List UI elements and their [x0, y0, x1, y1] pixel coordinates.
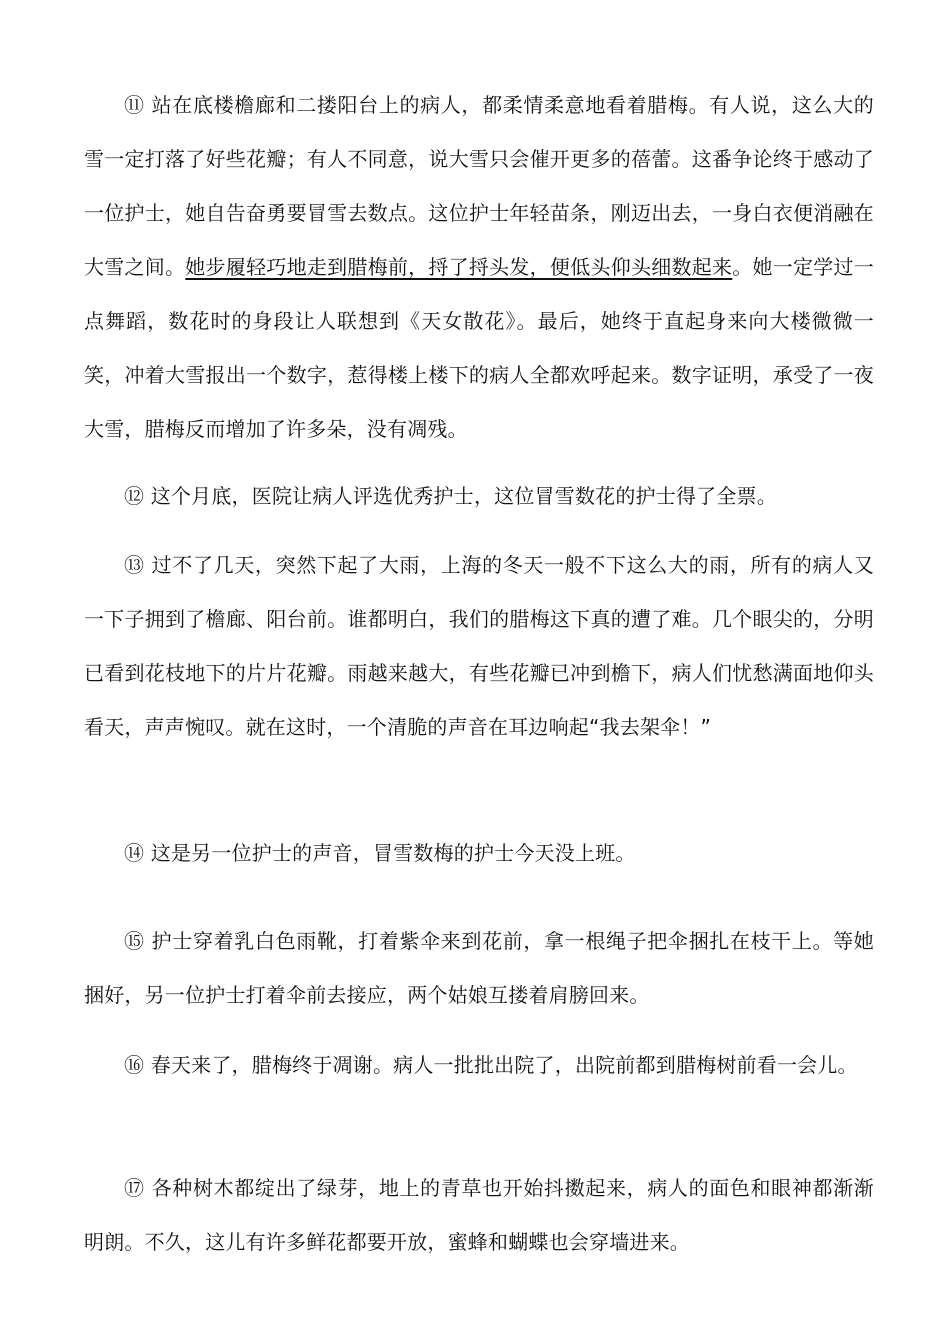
paragraph-12-text: ⑫ 这个月底，医院让病人评选优秀护士，这位冒雪数花的护士得了全票。 — [124, 484, 777, 508]
paragraph-15-text: ⑮ 护士穿着乳白色雨靴，打着紫伞来到花前，拿一根绳子把伞捆扎在枝干上。等她捆好，另一位护士打着伞前去接应，两个姑娘互搂着肩膀回来。 — [84, 929, 874, 1007]
paragraph-16 — [84, 1038, 874, 1092]
paragraph-13 — [84, 538, 874, 754]
paragraph-12 — [84, 469, 874, 523]
paragraph-17 — [84, 1161, 874, 1269]
paragraph-15 — [84, 914, 874, 1022]
paragraph-11-underlined-text: 她步履轻巧地走到腊梅前，捋了捋头发，便低头仰头细数起来 — [185, 255, 733, 279]
paragraph-14 — [84, 826, 874, 880]
paragraph-11-text: ⑪ 站在底楼檐廊和二搂阳台上的病人，都柔情柔意地看着腊梅。有人说，这么大的雪一定打落了好些花瓣；有人不同意，说大雪只会催开更多的蓓蕾。这番争论终于感动了一位护士，她自告奋勇要冒雪去数点。这位护士年轻苗条，刚迈出去，一身白衣便消融在大雪之间。 — [84, 93, 874, 279]
paragraph-16-text: ⑯ 春天来了，腊梅终于凋谢。病人一批批出院了，出院前都到腊梅树前看一会儿。 — [124, 1053, 858, 1077]
paragraph-13-text: ⑬ 过不了几天，突然下起了大雨，上海的冬天一般不下这么大的雨，所有的病人又一下子拥到了檐廊、阳台前。谁都明白，我们的腊梅这下真的遭了难。几个眼尖的，分明已看到花枝地下的片片花瓣。雨越来越大，有些花瓣已冲到檐下，病人们忧愁满面地仰头看天，声声惋叹。就在这时，一个清脆的声音在耳边响起“我去架伞！” — [84, 553, 874, 739]
paragraph-11 — [84, 78, 874, 456]
paragraph-14-text: ⑭ 这是另一位护士的声音，冒雪数梅的护士今天没上班。 — [124, 841, 636, 865]
paragraph-17-text: ⑰ 各种树木都绽出了绿芽，地上的青草也开始抖擞起来，病人的面色和眼神都渐渐明朗。不久，这儿有许多鲜花都要开放，蜜蜂和蝴蝶也会穿墙进来。 — [84, 1176, 874, 1254]
paragraph-11-text-end: 。她一定学过一点舞蹈，数花时的身段让人联想到《天女散花》。最后，她终于直起身来向大楼微微一笑，冲着大雪报出一个数字，惹得楼上楼下的病人全都欢呼起来。数字证明，承受了一夜大雪，腊梅反而增加了许多朵，没有凋残。 — [84, 255, 875, 441]
